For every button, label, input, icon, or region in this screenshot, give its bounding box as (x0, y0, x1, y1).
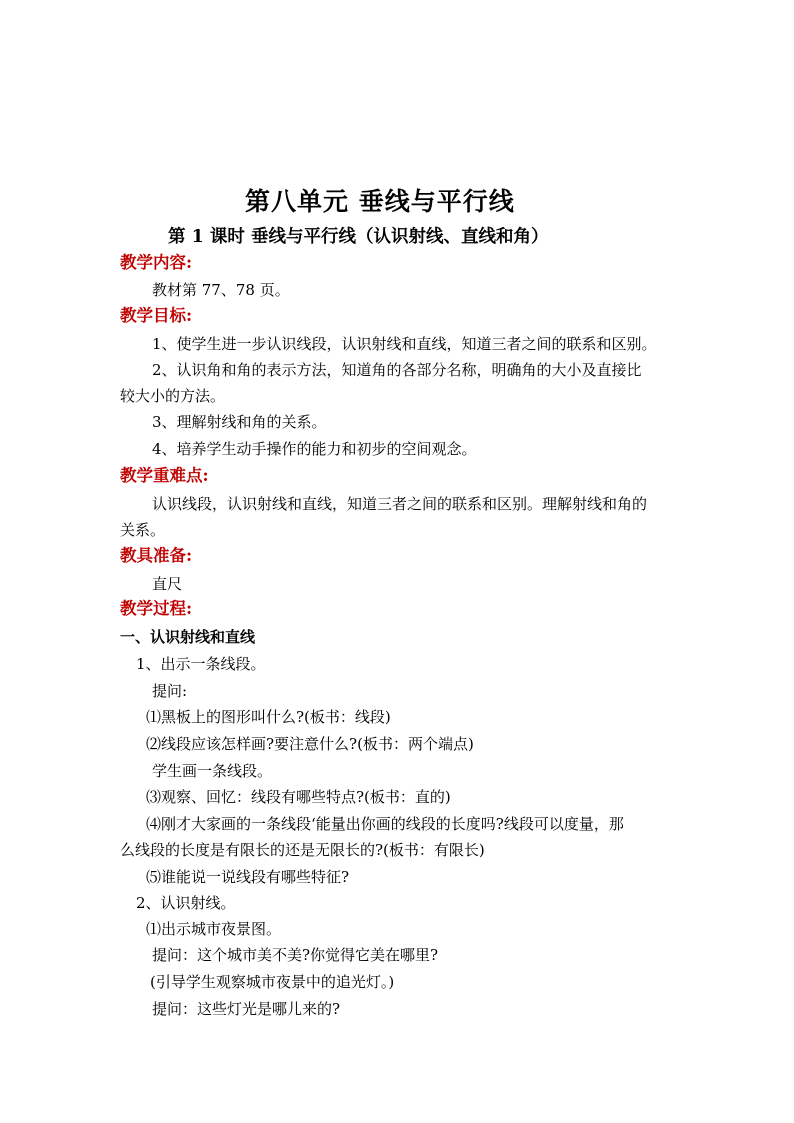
step-1-question-2: ⑵线段应该怎样画?要注意什么?(板书：两个端点) (146, 735, 474, 753)
teaching-tools-text: 直尺 (152, 575, 183, 593)
step-2-item-1: ⑴出示城市夜景图。 (146, 920, 282, 938)
step-2-ask-1: 提问：这个城市美不美?你觉得它美在哪里? (152, 946, 439, 964)
step-1-draw: 学生画一条线段。 (152, 762, 273, 780)
key-points-heading: 教学重难点: (120, 466, 209, 485)
step-1-question-5: ⑸谁能说一说线段有哪些特征? (146, 868, 350, 886)
goal-2-line-2: 较大小的方法。 (120, 387, 226, 405)
step-1: 1、出示一条线段。 (136, 655, 266, 673)
step-1-question-1: ⑴黑板上的图形叫什么?(板书：线段) (146, 708, 391, 726)
step-1-question-3: ⑶观察、回忆：线段有哪些特点?(板书：直的) (146, 788, 451, 806)
goal-4: 4、培养学生动手操作的能力和初步的空间观念。 (152, 440, 477, 458)
key-points-line-1: 认识线段，认识射线和直线，知道三者之间的联系和区别。理解射线和角的 (152, 495, 648, 513)
key-points-line-2: 关系。 (120, 521, 166, 539)
teaching-process-heading: 教学过程: (120, 599, 193, 618)
goal-3: 3、理解射线和角的关系。 (152, 413, 327, 431)
teaching-content-text: 教材第 77、78 页。 (152, 281, 290, 299)
teaching-tools-heading: 教具准备: (120, 546, 193, 565)
lesson-subtitle: 第 1 课时 垂线与平行线（认识射线、直线和角） (168, 227, 549, 247)
goal-2-line-1: 2、认识角和角的表示方法，知道角的各部分名称，明确角的大小及直接比 (152, 361, 642, 379)
step-2-guide: (引导学生观察城市夜景中的追光灯。) (150, 973, 395, 991)
step-2-ask-2: 提问：这些灯光是哪儿来的? (152, 1000, 341, 1018)
unit-title: 第八单元 垂线与平行线 (245, 187, 515, 216)
teaching-content-heading: 教学内容: (120, 253, 193, 272)
goal-1: 1、使学生进一步认识线段，认识射线和直线，知道三者之间的联系和区别。 (152, 335, 657, 353)
step-2: 2、认识射线。 (136, 894, 236, 912)
step-1-question-4-line-2: 么线段的长度是有限长的还是无限长的?(板书：有限长) (120, 841, 485, 859)
teaching-goals-heading: 教学目标: (120, 306, 193, 325)
step-1-ask: 提问: (152, 682, 188, 700)
process-part-1: 一、认识射线和直线 (120, 628, 256, 646)
step-1-question-4-line-1: ⑷刚才大家画的一条线段‘能量出你画的线段的长度吗?线段可以度量，那 (146, 815, 624, 833)
